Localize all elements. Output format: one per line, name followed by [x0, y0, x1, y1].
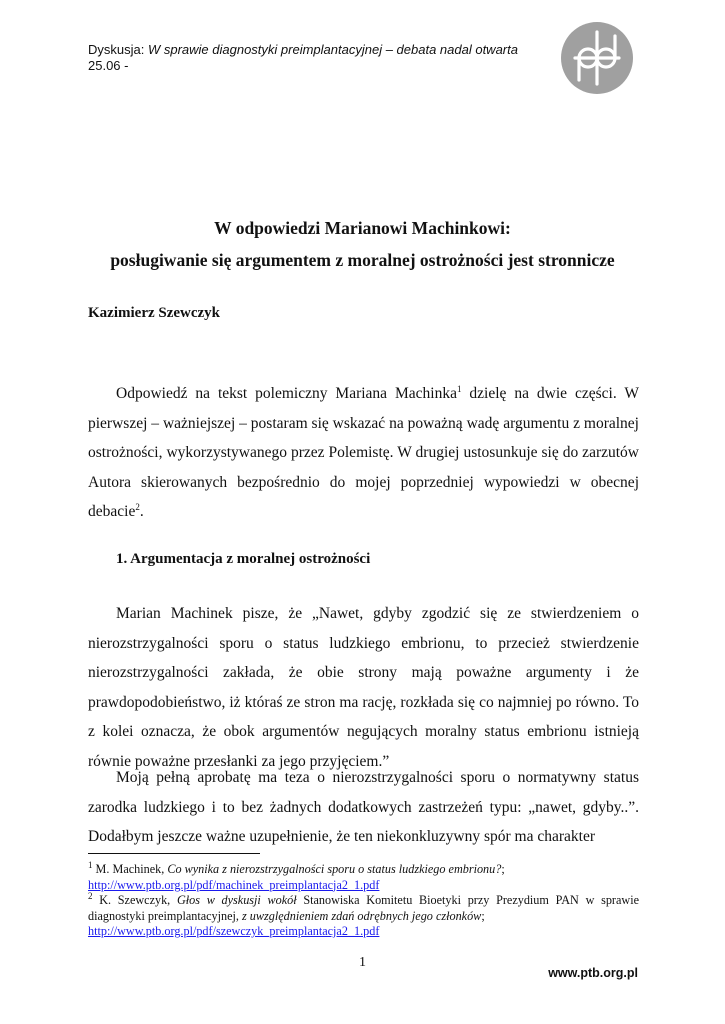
- footnote-1-link[interactable]: http://www.ptb.org.pl/pdf/machinek_preimplantacja2_1.pdf: [88, 877, 380, 892]
- page-number: 1: [359, 955, 366, 970]
- header-topic: W sprawie diagnostyki preimplantacyjnej – debata nadal otwarta: [147, 42, 518, 57]
- section-heading: 1. Argumentacja z moralnej ostrożności: [116, 551, 371, 567]
- footnote-1: $^1$ M. Machinek, Co wynika z nierozstrzygalności sporu o status ludzkiego embrionu?; http://www.ptb.org.pl/pdf/machinek_preimplantacja2_1.pdf: [88, 859, 505, 892]
- footnote-2: $^2$ K. Szewczyk, Głos w dyskusji wokół Stanowiska Komitetu Bioetyki przy Prezydium PAN w sprawie diagnostyki preimplantacyjnej, z uwzględnieniem zdań odrębnych jego członków; http://www.ptb.org.pl/pdf/szewczyk_preimplantacja2_1.pdf: [88, 890, 639, 938]
- intro-paragraph: Odpowiedź na tekst polemiczny Mariana Machinka$^1$ dzielę na dwie części. W pierwszej – ważniejszej – postaram się wskazać na poważną wadę argumentu z moralnej ostrożności, wykorzystywanego przez Polemistę. W drugiej ustosunkuje się do zarzutów Autora skierowanych bezpośrednio do mojej poprzedniej wypowiedzi w obecnej debacie$^2$.: [88, 383, 639, 520]
- title-line-2: posługiwanie się argumentem z moralnej ostrożności jest stronnicze: [110, 250, 615, 270]
- footnote-ref-2: 2: [135, 501, 140, 512]
- header-date: 25.06 -: [88, 58, 129, 73]
- title-line-1: W odpowiedzi Marianowi Machinkowi:: [214, 218, 511, 238]
- website-footer: www.ptb.org.pl: [548, 966, 638, 980]
- header-label: Dyskusja:: [88, 42, 145, 57]
- ptb-logo: [561, 22, 633, 94]
- footnote-divider: [88, 853, 260, 854]
- running-header: [88, 42, 518, 74]
- author-name: Kazimierz Szewczyk: [88, 305, 221, 321]
- quote-paragraph: Marian Machinek pisze, że „Nawet, gdyby zgodzić się ze stwierdzeniem o nierozstrzygalności sporu o status ludzkiego embrionu, to przecież stwierdzenie nierozstrzygalności zakłada, że obie strony mają poważne argumenty i że prawdopodobieństwo, iż któraś ze stron ma rację, rozkłada się co najmniej po równo. To z kolei oznacza, że obok argumentów negujących moralny status embrionu istnieją równie poważne przesłanki za jego przyjęciem.”: [88, 605, 639, 770]
- header-topic-line: [88, 42, 518, 58]
- footnote-2-link[interactable]: http://www.ptb.org.pl/pdf/szewczyk_preimplantacja2_1.pdf: [88, 924, 380, 938]
- body-paragraph: Moją pełną aprobatę ma teza o nierozstrzygalności sporu o normatywny status zarodka ludzkiego i to bez żadnych dodatkowych zastrzeżeń typu: „nawet, gdyby..”. Dodałbym jeszcze ważne uzupełnienie, że ten niekonkluzywny spór ma charakter: [88, 769, 639, 845]
- footnote-ref-1: 1: [456, 383, 462, 394]
